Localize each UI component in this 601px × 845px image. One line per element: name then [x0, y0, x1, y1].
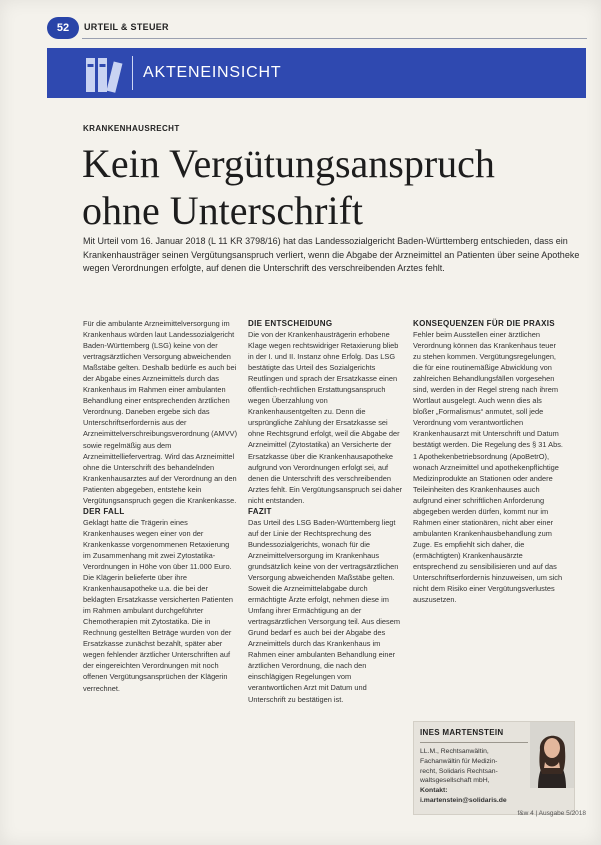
author-rule: [420, 742, 528, 743]
headline-line-1: Kein Vergütungsanspruch: [82, 141, 495, 186]
author-photo: [530, 722, 574, 788]
author-bio-line: LL.M., Rechtsanwältin,: [420, 748, 489, 755]
headline-line-2: ohne Unterschrift: [82, 188, 364, 233]
paragraph-entscheidung: Die von der Krankenhausträgerin erhobene Klage wegen rechtswidriger Retaxierung blieb in der I. und II. Instanz ohne Erfolg. Das LSG bestätigte das Urteil des Sozialgerichts Reutlingen und sprach der Ersatzkasse einen öffentlich-rechtlichen Erstattungsanspruch wegen Überzahlung von Krankenhausentgelten zu. Denn die ursprüngliche Zahlung der Ersatzkasse sei ohne Rechtsgrund erfolgt, weil die Abgabe der Arzneimittel (Zytostatika) an Versicherte der Ersatzkasse über die Krankenhausapotheke aufgrund von Verordnungen erfolgt sei, auf denen die Unterschrift des verschreibenden Arztes fehlt. Ein Vergütungsanspruch sei daher nicht entstanden.: [248, 330, 403, 505]
author-bio: [420, 747, 532, 806]
heading-fazit: FAZIT: [248, 506, 272, 516]
page-footer: f&w 4 | Ausgabe 5/2018: [517, 810, 586, 817]
paragraph-fazit: Das Urteil des LSG Baden-Württemberg liegt auf der Linie der Rechtsprechung des Bundessozialgerichts, wonach für die Arzneimittelversorgung im Krankenhaus grundsätzlich keine von der vertragsärztlichen Versorgung abweichenden Maßstäbe gelten. Soweit die Arzneimittelabgabe durch ermächtigte Ärzte erfolgt, nehmen diese im Umfang ihrer Ermächtigung an der vertragsärztlichen Versorgung teil. Aus diesem Grund bedarf es auch bei der Abgabe des Arzneimittels durch das Krankenhaus im Rahmen einer ambulanten Behandlung einer ärztlichen Verordnung, die nach den einschlägigen Regelungen vom verantwortlichen Arzt mit Datum und Unterschrift zu bestätigen ist.: [248, 517, 400, 704]
paragraph-konsequenzen: Fehler beim Ausstellen einer ärztlichen Verordnung können das Krankenhaus teuer zu stehen kommen. Vergütungsregelungen, die für eine routinemäßige Abwicklung von zahlreichen Behandlungsfällen vorgesehen sind, werden in der Regel streng nach ihrem Wortlaut ausgelegt. Auch wenn dies als bloßer „Formalismus“ anmutet, soll jede Verordnung vom verantwortlichen Krankenhausarzt mit Unterschrift und Datum bestätigt werden. Die Regelung des § 31 Abs. 1 Apothekenbetriebsordnung (ApoBetrO), wonach Arzneimittel und apothekenpflichtige Medizinprodukte an Stationen oder andere Teileinheiten des Krankenhauses auch aufgrund einer schriftlichen Anforderung abgegeben werden dürfen, kommt nur im Rahmen einer stationären, nicht aber einer ambulanten Krankenhausbehandlung zum Zuge. Es empfiehlt sich daher, die (ermächtigten) Krankenhausärzte entsprechend zu sensibilisieren und auf das Unterschriftserfordernis hinzuweisen, um sich nicht dem Risiko einer Vergütungsverlustes auszusetzen.: [413, 330, 563, 605]
heading-konsequenzen: KONSEQUENZEN FÜR DIE PRAXIS: [413, 319, 555, 328]
author-bio-line: waltsgesellschaft mbH,: [420, 777, 490, 785]
article-kicker: KRANKENHAUSRECHT: [83, 124, 180, 133]
author-box: [413, 721, 575, 815]
banner-title: AKTENEINSICHT: [143, 64, 282, 81]
banner-divider: [132, 56, 133, 90]
header-rule: [82, 38, 587, 39]
column-3: [413, 318, 563, 605]
intro-paragraph: Für die ambulante Arzneimittelversorgung im Krankenhaus würden laut Landessozialgericht Baden-Württemberg (LSG) keine von der vertragsärztlichen Versorgung abweichenden Maßstäbe gelten. Deshalb bedürfe es auch bei der Abgabe eines Arzneimittels durch das Krankenhaus im Rahmen einer ambulanten Behandlung einer entsprechenden ärztlichen Verordnung. Daneben ergebe sich das Unterschriftserfordernis aus der Arzneimittelverschreibungsverordnung (AMVV) sowie regelmäßig aus dem Arzneimittelliefervertrag. Wird das Arzneimittel ohne die Unterschrift des behandelnden Krankenhausarztes auf der Verordnung an den Patienten abgegeben, entstehe kein Vergütungsanspruch gegen die Krankenkasse.: [83, 319, 238, 505]
author-bio-line: Fachanwältin für Medizin-: [420, 757, 498, 765]
paragraph-der-fall: Geklagt hatte die Trägerin eines Krankenhauses wegen einer von der Krankenkasse vorgenommenen Retaxierung im Zusammenhang mit zwei Zytostatika-Verordnungen in Höhe von über 11.000 Euro. Die Klägerin belieferte über ihre Krankenhausapotheke u.a. die bei der beklagten Ersatzkasse versicherten Patienten im Rahmen ambulant durchgeführter Chemotherapien mit Zytostatika. Die in Rechnung gestellten Beträge wurden von der Ersatzkasse zunächst bezahlt, später aber wegen fehlender ärztlicher Unterschriften auf der eingereichten Verordnungen mit noch offenen Vergütungsansprüchen der Klägerin verrechnet.: [83, 517, 233, 693]
heading-der-fall: DER FALL: [83, 506, 125, 516]
author-contact[interactable]: Kontakt: i.martenstein@solidaris.de: [420, 787, 507, 804]
column-1: [83, 318, 238, 694]
article-lead: Mit Urteil vom 16. Januar 2018 (L 11 KR 3798/16) hat das Landessozialgericht Baden-Württemberg entschieden, dass ein Krankenhausträger seinen Vergütungsanspruch verliert, wenn die Abgabe der Arzneimittel an Patienten über seine Apotheke wegen Verordnungen erfolgte, auf denen die Unterschrift des verschreibenden Arztes fehlt.: [83, 236, 580, 273]
column-2: [248, 318, 403, 705]
folders-icon: [84, 54, 124, 94]
article-headline: [82, 140, 582, 234]
author-bio-line: recht, Solidaris Rechtsan-: [420, 767, 498, 775]
author-name: INES MARTENSTEIN: [420, 728, 504, 737]
section-name: URTEIL & STEUER: [84, 22, 169, 32]
heading-entscheidung: DIE ENTSCHEIDUNG: [248, 319, 333, 328]
section-banner: [47, 48, 586, 98]
page-number: 52: [47, 17, 79, 39]
